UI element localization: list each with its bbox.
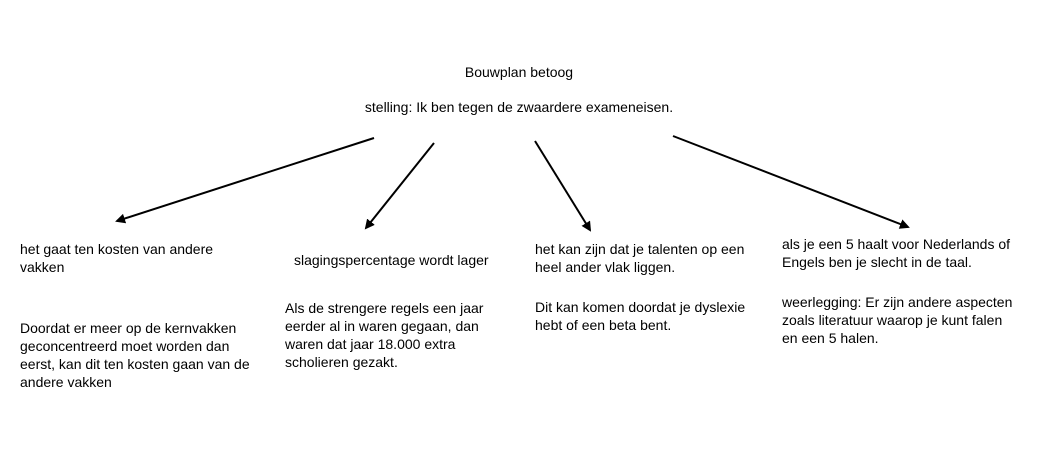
argument-3-claim: het kan zijn dat je talenten op een heel ander vlak liggen.: [535, 241, 745, 275]
argument-2-support: Als de strengere regels een jaar eerder al in waren gegaan, dan waren dat jaar 18.000 extra scholieren gezakt.: [285, 300, 484, 370]
thesis: stelling: Ik ben tegen de zwaardere exameneisen.: [364, 99, 674, 115]
arrow-4: [673, 136, 908, 227]
argument-2-claim: slagingspercentage wordt lager: [294, 252, 489, 268]
arrow-3: [535, 141, 590, 230]
argument-4-claim: als je een 5 haalt voor Nederlands of Engels ben je slecht in de taal.: [782, 236, 1011, 270]
diagram-title: Bouwplan betoog: [464, 64, 574, 80]
arrow-2: [366, 143, 434, 228]
argument-4-rebuttal: weerlegging: Er zijn andere aspecten zoals literatuur waarop je kunt falen en een 5 halen.: [782, 294, 1013, 346]
arrow-1: [117, 138, 374, 221]
argument-1-claim: het gaat ten kosten van andere vakken: [20, 241, 214, 275]
argument-3-support: Dit kan komen doordat je dyslexie hebt of een beta bent.: [535, 299, 746, 333]
argument-1-support: Doordat er meer op de kernvakken geconcentreerd moet worden dan eerst, kan dit ten kosten gaan van de andere vakken: [20, 320, 250, 390]
